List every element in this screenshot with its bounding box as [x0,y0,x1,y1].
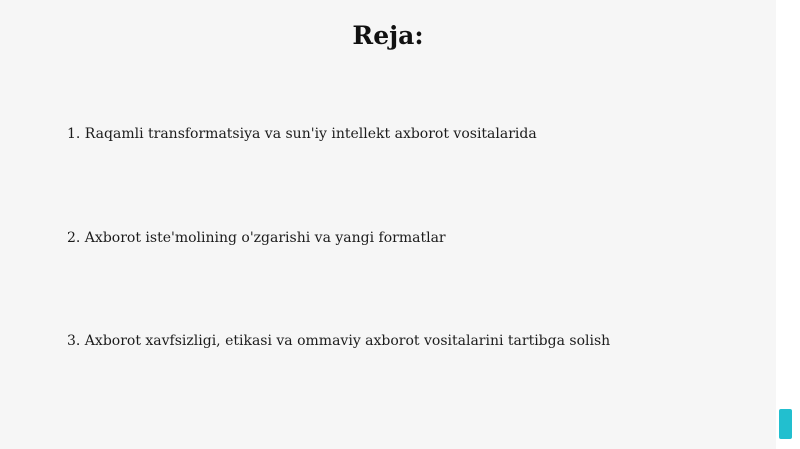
plan-item-1: 1. Raqamli transformatsiya va sun'iy intellekt axborot vositalarida [67,126,537,142]
plan-item-3: 3. Axborot xavfsizligi, etikasi va ommaviy axborot vositalarini tartibga solish [67,333,611,349]
scrollbar-track[interactable] [776,0,800,449]
plan-item-2: 2. Axborot iste'molining o'zgarishi va yangi formatlar [67,230,446,246]
scrollbar-thumb[interactable] [779,409,792,439]
slide-title: Reja: [352,21,424,50]
